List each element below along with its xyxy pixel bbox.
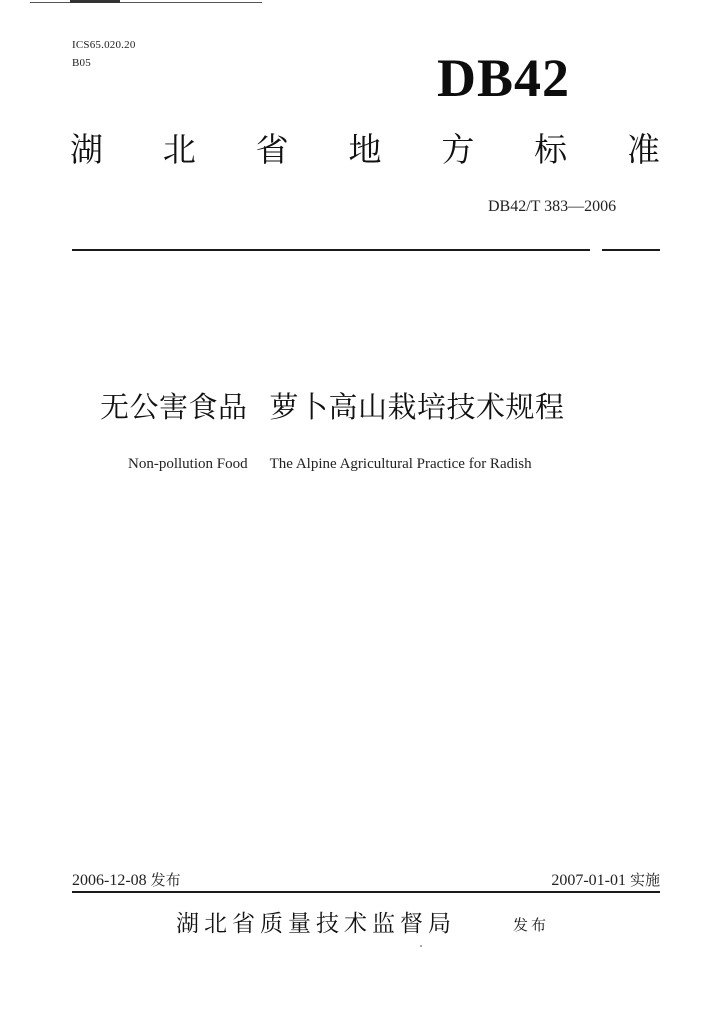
standard-type-char: 北 (162, 130, 196, 169)
header-divider-gap (590, 247, 602, 253)
title-cn-category: 无公害食品 (100, 390, 248, 424)
document-title-en (128, 454, 648, 474)
standard-type-heading (70, 130, 660, 170)
issue-date (72, 870, 181, 891)
standard-type-char: 方 (441, 130, 475, 169)
document-title-cn (100, 388, 660, 426)
footer-divider (72, 891, 660, 893)
title-cn-subject: 萝卜高山栽培技术规程 (269, 390, 565, 424)
standard-type-char: 湖 (70, 130, 103, 169)
standard-type-char: 准 (626, 130, 660, 169)
implementation-date (520, 870, 660, 891)
standard-number: DB42/T 383—2006 (488, 198, 617, 215)
title-en-category: Non-pollution Food (128, 456, 248, 472)
issue-date-label: 发布 (150, 871, 181, 889)
publisher-name: 湖北省质量技术监督局 (176, 911, 456, 937)
impl-date-value: 2007-01-01 (551, 872, 626, 889)
ccs-code: B05 (72, 57, 91, 69)
impl-date-label: 实施 (629, 871, 660, 889)
publisher-suffix: 发布 (513, 916, 550, 934)
scan-edge-line (30, 2, 262, 3)
standard-type-char: 地 (348, 130, 382, 169)
standard-logo: DB42 (437, 48, 571, 108)
standard-type-char: 标 (534, 130, 568, 169)
standard-type-char: 省 (255, 130, 289, 169)
ics-code: ICS65.020.20 (72, 39, 136, 51)
scan-speck (420, 945, 422, 947)
header-divider (72, 249, 660, 251)
title-en-subject: The Alpine Agricultural Practice for Radish (269, 456, 532, 472)
scan-edge-mark (70, 0, 120, 3)
issue-date-value: 2006-12-08 (72, 872, 147, 889)
